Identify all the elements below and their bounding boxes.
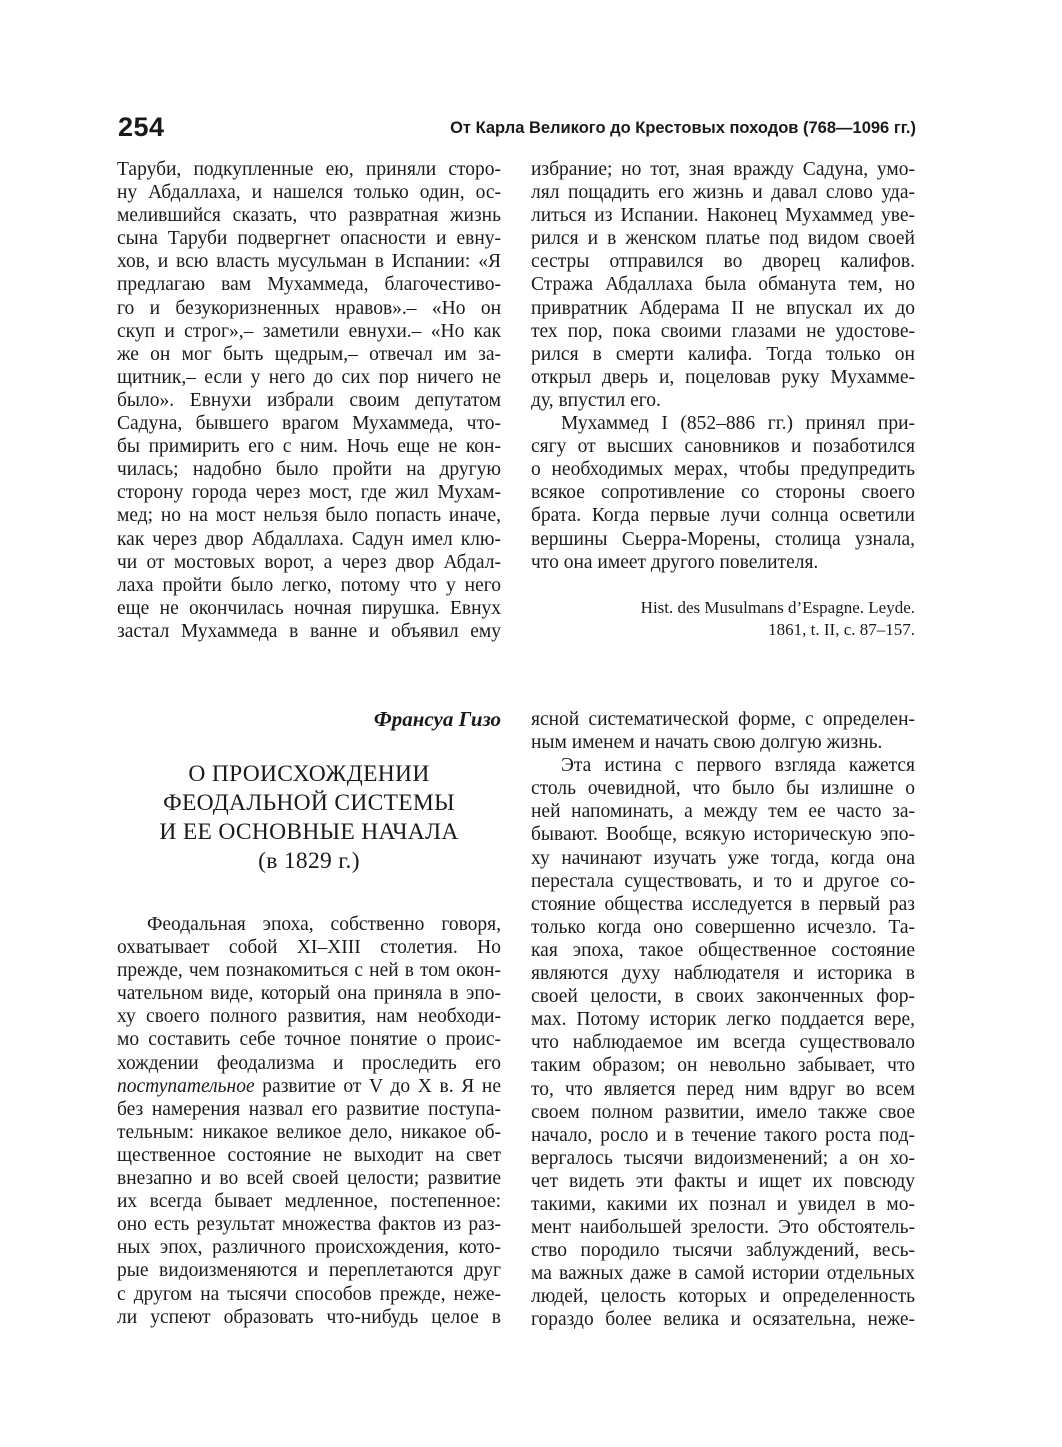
text-line: как через двор Абдаллаха. Садун имел клю-	[117, 528, 501, 550]
text-line: являются духу наблюдателя и историка в	[531, 963, 915, 985]
text-line: внезапно и во всей своей целости; развитие	[117, 1168, 501, 1190]
text-line: о необходимых мерах, чтобы предупредить	[531, 459, 915, 481]
text-line: тех пор, пока своими глазами не удостове-	[531, 320, 915, 342]
text-line: открыл дверь и, поцеловав руку Мухамме-	[531, 366, 915, 388]
text-line: сторону города через мост, где жил Мухам-	[117, 482, 501, 504]
text-line: предлагаю вам Мухаммеда, благочестиво-	[117, 274, 501, 296]
text-line: мо составить себе точное понятие о проис-	[117, 1029, 501, 1051]
text-line: еще не окончилась ночная пирушка. Евнух	[117, 597, 501, 619]
text-line: кая эпоха, такое общественное состояние	[531, 939, 915, 961]
running-title: От Карла Великого до Крестовых походов (768—1096 гг.)	[450, 119, 916, 137]
text-line: чет видеть эти факты и ищет их повсюду	[531, 1170, 915, 1192]
text-line: рился в смерти калифа. Тогда только он	[531, 343, 915, 365]
text-line: ным именем и начать свою долгую жизнь.	[531, 732, 883, 754]
emphasis-line	[117, 1075, 501, 1098]
text-line: начало, росло и в течение такого роста под-	[531, 1124, 915, 1146]
text-line: стояние общества исследуется в первый раз	[531, 893, 915, 915]
text-line: мах. Потому историк легко поддается вере,	[531, 1009, 915, 1031]
text-line: лаха пройти было легко, потому что у него	[117, 574, 501, 596]
text-line: их всегда бывает медленное, постепенное:	[117, 1191, 501, 1213]
text-line: своей целости, в своих законченных фор-	[531, 986, 915, 1008]
text-line: перестала существовать, и то и другое со-	[531, 870, 915, 892]
text-line: тельным: никакое великое дело, никакое об-	[117, 1121, 501, 1143]
text-line: скуп и строг»,– заметили евнухи.– «Но как	[117, 320, 501, 342]
citation-line: 1861, t. II, c. 87–157.	[768, 620, 915, 639]
text-line: ли успеют образовать что-нибудь целое в	[117, 1306, 501, 1328]
text-line: чи от мостовых ворот, а через двор Абдал-	[117, 551, 501, 573]
article-title	[117, 760, 501, 876]
article-left-column	[117, 913, 501, 1329]
title-line: О ПРОИСХОЖДЕНИИ	[188, 761, 430, 787]
text-line: рился и в женском платье под видом своей	[531, 228, 915, 250]
text-fragment: развитие от V до X в. Я не	[254, 1075, 501, 1097]
article-author: Франсуа Гизо	[373, 707, 501, 731]
text-line: лял пощадить его жизнь и давал слово уда-	[531, 182, 915, 204]
article-right-column	[531, 708, 915, 1332]
text-line: сестры отправился во дворец калифов.	[531, 251, 915, 273]
source-citation	[531, 597, 915, 641]
text-line: ма важных даже в самой истории отдельных	[531, 1263, 915, 1285]
text-line: что она имеет другого повелителя.	[531, 551, 819, 573]
text-line: чательном виде, который она приняла в эпо-	[117, 983, 501, 1005]
text-line: с другом на тысячи способов прежде, неже-	[117, 1283, 501, 1305]
text-line: Садуна, бывшего врагом Мухаммеда, что-	[117, 413, 501, 435]
text-line: ху начинают изучать уже тогда, когда она	[531, 847, 915, 869]
paragraph-first-line: Эта истина с первого взгляда кажется	[561, 755, 915, 777]
text-line: вершины Сьерра-Морены, столица узнала,	[531, 528, 915, 550]
text-line: же он мог быть щедрым,– отвечал им за-	[117, 343, 501, 365]
text-line: вергалось тысячи видоизменений; а он хо-	[531, 1147, 915, 1169]
text-line: оно есть результат множества фактов из раз-	[117, 1214, 501, 1236]
title-line: ФЕОДАЛЬНОЙ СИСТЕМЫ	[163, 790, 455, 816]
text-line: охватывает собой XI–XIII столетия. Но	[117, 937, 501, 959]
text-line: мед; но на мост нельзя было попасть иначе,	[117, 505, 501, 527]
text-line: хождении феодализма и проследить его	[117, 1052, 501, 1074]
top-right-column	[531, 158, 915, 574]
text-line: только когда оно совершенно исчезло. Та-	[531, 916, 915, 938]
text-line: то, что является перед ним вдруг во всем	[531, 1078, 915, 1100]
text-line: сягу от высших сановников и позаботился	[531, 436, 915, 458]
text-line: что наблюдаемое им всегда существовало	[531, 1032, 915, 1054]
text-line: литься из Испании. Наконец Мухаммед уве-	[531, 205, 915, 227]
text-line: щитник,– если у него до сих пор ничего не	[117, 366, 501, 388]
text-line: привратник Абдерама II не впускал их до	[531, 297, 915, 319]
text-line: ных эпох, различного происхождения, кото-	[117, 1237, 501, 1259]
text-line: хов, и всю власть мусульман в Испании: «Я	[117, 251, 501, 273]
citation-line: Hist. des Musulmans d’Espagne. Leyde.	[640, 598, 915, 617]
text-line: таким образом; он невольно забывает, что	[531, 1055, 915, 1077]
text-line: рые видоизменяются и переплетаются друг	[117, 1260, 501, 1282]
text-line: столь очевидной, что было бы излишне о	[531, 778, 915, 800]
text-line: прежде, чем познакомиться с ней в том окон-	[117, 960, 501, 982]
text-line: щественное состояние не выходит на свет	[117, 1144, 501, 1166]
paragraph-first-line: Феодальная эпоха, собственно говоря,	[147, 914, 501, 935]
top-left-column	[117, 158, 501, 643]
text-line: бы примирить его с ним. Ночь еще не кон-	[117, 436, 501, 458]
text-line: ней напоминать, а между тем ее часто за-	[531, 801, 915, 823]
text-line: ясной систематической форме, с определен-	[531, 709, 915, 730]
text-line: всякое сопротивление со стороны своего	[531, 482, 915, 504]
text-line: ну Абдаллаха, и нашелся только один, ос-	[117, 182, 501, 204]
text-line: без намерения назвал его развитие поступа-	[117, 1098, 501, 1120]
emphasis-word: поступательное	[117, 1075, 255, 1097]
text-line: гораздо более велика и осязательна, неже-	[531, 1309, 915, 1331]
text-line: избрание; но тот, зная вражду Садуна, умо-	[531, 159, 915, 180]
text-line: Таруби, подкупленные ею, приняли сторо-	[117, 159, 501, 180]
text-line: брата. Когда первые лучи солнца осветили	[531, 505, 915, 527]
title-line: (в 1829 г.)	[258, 848, 360, 874]
text-line: бывают. Вообще, всякую историческую эпо-	[531, 824, 915, 846]
paragraph-first-line: Мухаммед I (852–886 гг.) принял при-	[561, 413, 915, 435]
text-line: мелившийся сказать, что развратная жизнь	[117, 205, 501, 227]
text-line: ство породило тысячи заблуждений, весь-	[531, 1240, 915, 1262]
text-line: было». Евнухи избрали своим депутатом	[117, 389, 501, 411]
text-line: такими, какими их познал и увидел в мо-	[531, 1193, 915, 1215]
text-line: застал Мухаммеда в ванне и объявил ему	[117, 620, 501, 642]
text-line: людей, целость которых и определенность	[531, 1286, 915, 1308]
text-line: сына Таруби подвергнет опасности и евну-	[117, 228, 501, 250]
page-number: 254	[118, 112, 165, 142]
text-line: чилась; надобно было пройти на другую	[117, 459, 501, 481]
text-line: Стража Абдаллаха была обманута тем, но	[531, 274, 915, 296]
text-line: мент наибольшей зрелости. Это обстоятель-	[531, 1217, 915, 1239]
text-line: ду, впустил его.	[531, 389, 661, 411]
text-line: своем полном развитии, имело также свое	[531, 1101, 915, 1123]
text-line: ху своего полного развития, нам необходи-	[117, 1006, 501, 1028]
title-line: И ЕЕ ОСНОВНЫЕ НАЧАЛА	[159, 819, 459, 845]
text-line: го и безукоризненных нравов».– «Но он	[117, 297, 501, 319]
